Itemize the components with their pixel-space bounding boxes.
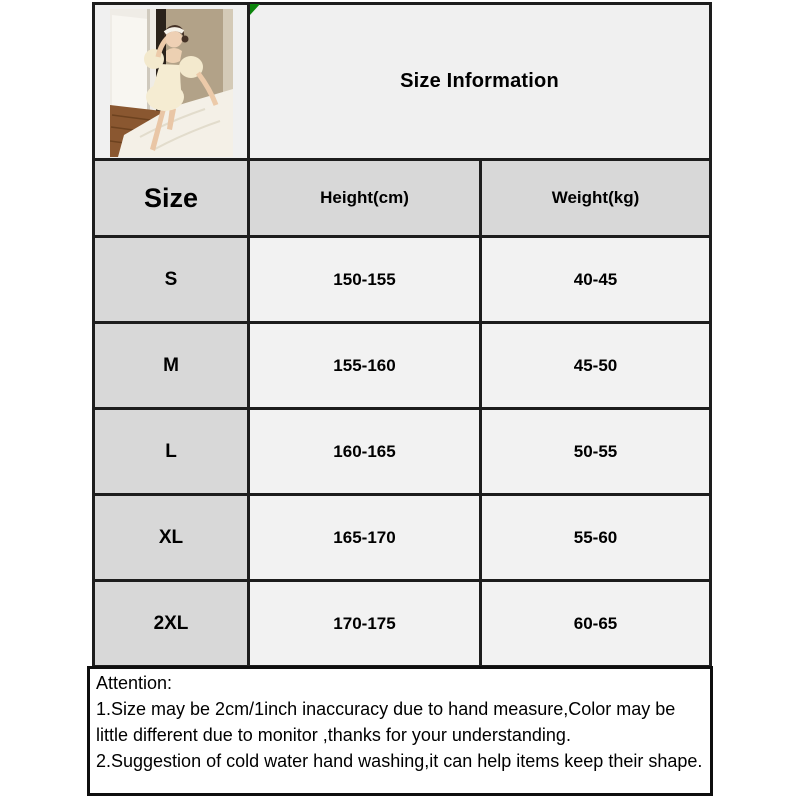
table-row	[94, 581, 711, 667]
table-row	[94, 237, 711, 323]
table-header-row	[94, 160, 711, 237]
page-title: Size Information	[400, 70, 559, 92]
attention-heading: Attention:	[96, 673, 173, 693]
height-value: 160-165	[249, 409, 481, 495]
height-value: 170-175	[249, 581, 481, 667]
size-label: L	[94, 409, 249, 495]
size-label: M	[94, 323, 249, 409]
height-value: 155-160	[249, 323, 481, 409]
column-header-height: Height(cm)	[249, 160, 481, 237]
height-value: 150-155	[249, 237, 481, 323]
size-label: XL	[94, 495, 249, 581]
table-row	[94, 495, 711, 581]
weight-value: 60-65	[481, 581, 711, 667]
column-header-size: Size	[94, 160, 249, 237]
size-label: S	[94, 237, 249, 323]
product-photo-cell	[94, 4, 249, 160]
column-header-weight: Weight(kg)	[481, 160, 711, 237]
attention-note	[87, 666, 713, 796]
weight-value: 45-50	[481, 323, 711, 409]
attention-item-2: 2.Suggestion of cold water hand washing,it can help items keep their shape.	[96, 751, 703, 771]
green-corner-flag-icon	[250, 4, 260, 15]
height-value: 165-170	[249, 495, 481, 581]
attention-item-1: 1.Size may be 2cm/1inch inaccuracy due to hand measure,Color may be little different due to monitor ,thanks for your understanding.	[96, 699, 676, 745]
weight-value: 50-55	[481, 409, 711, 495]
size-information-table	[92, 2, 712, 668]
weight-value: 55-60	[481, 495, 711, 581]
size-label: 2XL	[94, 581, 249, 667]
table-row	[94, 409, 711, 495]
table-row	[94, 323, 711, 409]
weight-value: 40-45	[481, 237, 711, 323]
size-information-title-cell	[249, 4, 711, 160]
table-row	[94, 4, 711, 160]
product-photo	[110, 9, 233, 157]
